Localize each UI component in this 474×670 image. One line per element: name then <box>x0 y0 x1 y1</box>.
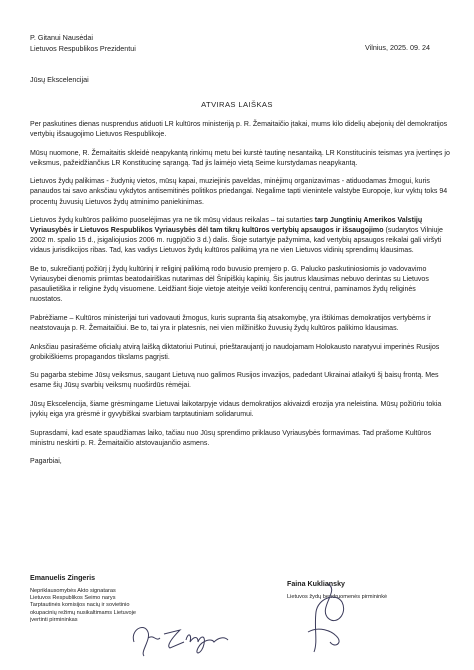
paragraph-8: Su pagarba stebime Jūsų veiksmus, saugant Lietuvą nuo galimos Rusijos invazijos, padedant Ukrainai atlaikyti šį baisų frontą. Mes esame šių Jūsų svarbių veiksmų nuoširdūs rėmėjai. <box>30 372 439 390</box>
paragraph-3: Lietuvos žydų palikimas - žudynių vietos, mūsų kapai, muziejinis paveldas, minėjimų organizavimas - atiduodamas žmogui, kuris panaudos tai savo anksčiau vykdytos antisemitinės politikos priedangai. Negalime tapti vienintele valstybe Europoje, kur vyktų toks 94 procentų žuvusių Lietuvos žydų atminimo paniekinimas. <box>30 178 448 206</box>
paragraph-4-end: (sudarytos Vilniuje 2002 m. spalio 15 d., įsigaliojusios 2006 m. rugpjūčio 3 d.) dalis. Šioje sutartyje pažymima, kad vertybių apsaugos reikalai gali viršyti vidaus jurisdikcijos ribas. Tad, kas vadiys Lietuvos žydų kultūros palikimą yra ne vien Lietuvos vidinių sprendimų klausimas. <box>30 227 443 255</box>
paragraph-4-start: Lietuvos žydų kultūros palikimo puoselėjimas yra ne tik mūsų vidaus reikalas – tai sutarties <box>30 217 315 225</box>
recipient-block <box>30 32 136 54</box>
letter-body <box>30 120 450 476</box>
paragraph-1: Per paskutines dienas nusprendus atiduoti LR kultūros ministeriją p. R. Žemaitaičio įtakai, mums kilo didelių abejonių dėl demokratijos vertybių išsaugojimo Lietuvos Respublikoje. <box>30 121 448 139</box>
recipient-name: P. Gitanui Nausėdai <box>30 33 93 42</box>
role-line: Lietuvos Respublikos Seimo narys <box>30 595 116 602</box>
paragraph-2: Mūsų nuomone, R. Žemaitaitis skleidė neapykantą rinkimų metu bei kurstė tautinę nesantaiką. LR Konstitucinis teismas yra įvertinęs jo veiksmus, pažeidžiančius LR Konstitucinę sąrangą. Tad jis laimėjo vietą Seime kurstydamas neapykantą. <box>30 149 450 167</box>
role-line: Lietuvos žydų bendruomenės pirmininkė <box>287 594 388 600</box>
role-line: Nepriklausomybės Akto signataras <box>30 588 116 594</box>
paragraph-9: Jūsų Ekscelencija, šiame grėsmingame Lietuvai laikotarpyje vidaus demokratijos akivaizdi erozija yra neleistina. Mūsų požiūriu tokia įvykių eiga yra grėsmė ir gyvybiškai svarbiam tarptautiniam solidarumui. <box>30 400 442 419</box>
signatory-right-name: Faina Kukliansky <box>287 580 345 588</box>
treaty-name: tarp Jungtinių Amerikos Valstijų Vyriausybės ir Lietuvos Respublikos Vyriausybės dėl tam tikrų kultūros vertybių apsaugos ir išsaugojimo <box>30 217 423 235</box>
salutation: Jūsų Ekscelencijai <box>30 75 89 84</box>
handwritten-signature-left <box>128 612 238 660</box>
closing: Pagarbiai, <box>30 458 62 466</box>
paragraph-5: Be to, sukrečiantį požiūrį į žydų kultūrinį ir religinį palikimą rodo buvusio premjero p. G. Palucko paskutiniosiomis jo vadovavimo Vyriausybei dienomis priimtas beatodairiškas nutarimas dėl Šnipiškių kapinių. Šis jautrus klausimas nebuvo derintas su Lietuvos pasaulietiška ir religine žydų visuomene. Leidžiant šioje vietoje ateityje veikti konferencijų centrui, paminamos žydų religinės nuostatos. <box>30 266 429 304</box>
role-line: okupacinių režimų nusikaltimams Lietuvoje <box>30 609 137 616</box>
paragraph-6: Pabrėžiame – Kultūros ministerijai turi vadovauti žmogus, kuris supranta šią atsakomybę, yra ištikimas demokratijos vertybėms ir neatstovauja p. R. Žemaitaičiui. Be to, tai yra ir platesnis, nei vien milžiniško žuvusių žydų kultūros palikimo klausimas. <box>30 314 432 332</box>
handwritten-signature-right <box>288 578 368 658</box>
recipient-title: Lietuvos Respublikos Prezidentui <box>30 44 136 53</box>
role-line: įvertinti pirmininkas <box>30 616 78 623</box>
signatory-left-name: Emanuelis Zingeris <box>30 574 96 582</box>
paragraph-7: Anksčiau pasirašėme oficialų atvirą laišką diktatoriui Putinui, prieštaraujantį jo naudojamam Holokausto naratyvui imperinės Rusijos grobikiškiems propagandos tikslams pagrįsti. <box>30 343 440 361</box>
paragraph-4 <box>30 216 450 256</box>
paragraph-10: Suprasdami, kad esate spaudžiamas laiko, tačiau nuo Jūsų sprendimo priklauso Vyriausybės formavimas. Tad prašome Kultūros ministru neskirti p. R. Žemaitaičio atstovaujančio asmens. <box>30 429 432 447</box>
letter-title: ATVIRAS LAIŠKAS <box>201 100 273 109</box>
place-date: Vilnius, 2025. 09. 24 <box>364 43 430 52</box>
role-line: Tarptautinės komisijos nacių ir sovietinio <box>30 602 130 609</box>
